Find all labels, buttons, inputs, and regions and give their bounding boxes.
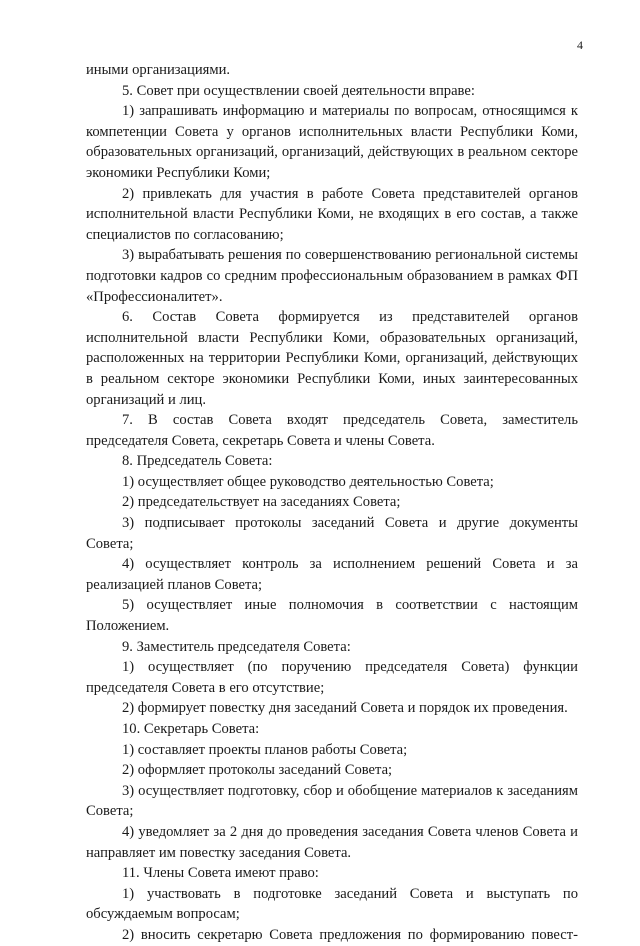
paragraph: 2) оформляет протоколы заседаний Совета;	[122, 762, 393, 779]
paragraph: 5) осуществляет иные полномочия в соответствии с настоящим Положением.	[86, 597, 578, 635]
page-number: 4	[577, 38, 583, 52]
paragraph: 1) составляет проекты планов работы Совета;	[122, 741, 408, 758]
paragraph: 2) вносить секретарю Совета предложения по формированию повест-	[122, 926, 578, 943]
paragraph: 1) осуществляет общее руководство деятельностью Совета;	[122, 473, 494, 490]
paragraph: 1) запрашивать информацию и материалы по вопросам, относящимся к компетенции Совета у органов исполнительных власти Республики Коми, образовательных организаций, организаций, действующих в реальном секторе экономики Республики Коми;	[86, 103, 578, 181]
paragraph: 4) уведомляет за 2 дня до проведения заседания Совета членов Совета и направляет им повестку заседания Совета.	[86, 823, 578, 861]
paragraph: 10. Секретарь Совета:	[122, 721, 260, 737]
paragraph: 4) осуществляет контроль за исполнением решений Совета и за реализацией планов Совета;	[86, 556, 578, 593]
document-body	[86, 60, 578, 946]
paragraph: 1) осуществляет (по поручению председателя Совета) функции председателя Совета в его отсутствие;	[86, 659, 578, 696]
paragraph: 1) участвовать в подготовке заседаний Совета и выступать по обсуждаемым вопросам;	[86, 885, 578, 923]
paragraph: 3) подписывает протоколы заседаний Совета и другие документы Совета;	[86, 515, 578, 552]
paragraph: 2) председательствует на заседаниях Совета;	[122, 494, 401, 511]
paragraph: 5. Совет при осуществлении своей деятельности вправе:	[122, 82, 475, 99]
paragraph: 8. Председатель Совета:	[122, 453, 273, 470]
paragraph: 7. В состав Совета входят председатель Совета, заместитель председателя Совета, секретарь Совета и члены Совета.	[86, 412, 578, 449]
paragraph: иными организациями.	[86, 62, 231, 78]
paragraph: 2) привлекать для участия в работе Совета представителей органов исполнительной власти Республики Коми, не входящих в его состав, а также специалистов по согласованию;	[86, 185, 578, 243]
paragraph: 9. Заместитель председателя Совета:	[122, 638, 351, 655]
paragraph: 3) осуществляет подготовку, сбор и обобщение материалов к заседаниям Совета;	[86, 782, 578, 820]
paragraph: 3) вырабатывать решения по совершенствованию региональной системы подготовки кадров со средним профессиональным образованием в рамках ФП «Профессионалитет».	[86, 247, 578, 305]
paragraph: 11. Члены Совета имеют право:	[122, 865, 319, 882]
paragraph: 2) формирует повестку дня заседаний Совета и порядок их проведения.	[122, 700, 568, 717]
paragraph: 6. Состав Совета формируется из представителей органов исполнительной власти Республики Коми, образовательных организаций, расположенных на территории Республики Коми, организаций, действующих в реальном секторе экономики Республики Коми, иных заинтересованных организаций и лиц.	[86, 309, 578, 408]
